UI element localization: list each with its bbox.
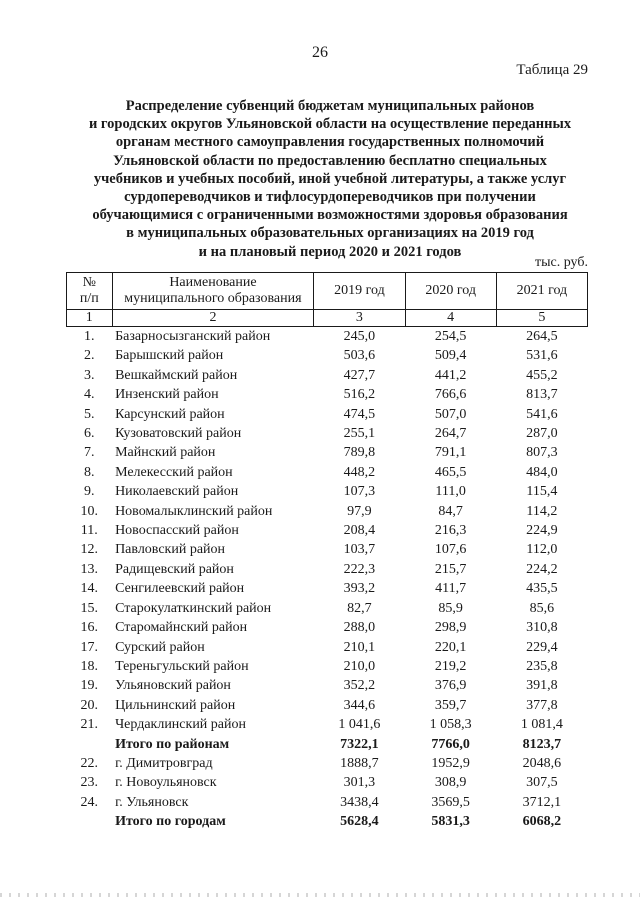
cell-2019: 301,3 — [343, 775, 376, 791]
cell-number: 3. — [84, 367, 95, 383]
table-row — [67, 482, 588, 501]
cell-2019: 7322,1 — [340, 736, 379, 752]
title-line: обучающимися с ограниченными возможностями здоровья образования — [92, 207, 568, 224]
cell-2021: 235,8 — [526, 658, 558, 674]
units-label: тыс. руб. — [535, 255, 588, 270]
cell-2019: 82,7 — [347, 600, 372, 616]
cell-2019: 107,3 — [343, 484, 376, 500]
table-row — [67, 638, 588, 657]
cell-name: Итого по районам — [115, 736, 230, 752]
cell-2021: 531,6 — [526, 348, 558, 364]
cell-2019: 210,1 — [343, 639, 376, 655]
cell-2019: 352,2 — [343, 678, 376, 694]
cell-number: 20. — [80, 697, 99, 713]
cell-2019: 344,6 — [343, 697, 376, 713]
cell-2021: 1 081,4 — [520, 717, 563, 733]
cell-2020: 1 058,3 — [429, 717, 472, 733]
cell-name: Мелекесский район — [115, 464, 233, 480]
cell-name: Карсунский район — [115, 406, 225, 422]
table-row — [67, 540, 588, 559]
table-label: Таблица 29 — [516, 62, 588, 78]
cell-number: 7. — [84, 445, 95, 461]
cell-2019: 516,2 — [343, 387, 376, 403]
table-row — [67, 657, 588, 676]
cell-number: 12. — [80, 542, 99, 558]
cell-name: Новоспасский район — [115, 523, 239, 539]
cell-2020: 509,4 — [434, 348, 467, 364]
table-row — [67, 560, 588, 579]
cell-number: 6. — [84, 426, 95, 442]
cell-name: Барышский район — [115, 348, 224, 364]
cell-2020: 215,7 — [434, 561, 467, 577]
header-name-line2: муниципального образования — [124, 291, 302, 306]
table-row — [67, 696, 588, 715]
cell-2019: 97,9 — [347, 503, 372, 519]
cell-2020: 264,7 — [434, 426, 467, 442]
cell-2019: 1888,7 — [340, 755, 379, 771]
cell-number: 13. — [80, 561, 99, 577]
cell-2020: 298,9 — [434, 620, 467, 636]
cell-number: 23. — [80, 775, 99, 791]
cell-2020: 3569,5 — [431, 794, 470, 810]
cell-name: Цильнинский район — [115, 697, 236, 713]
table-body — [67, 327, 588, 832]
scan-artifact — [0, 893, 640, 897]
title-line: и городских округов Ульяновской области на осуществление переданных — [88, 116, 572, 133]
cell-2019: 789,8 — [343, 445, 376, 461]
cell-number: 24. — [80, 794, 99, 810]
cell-number: 22. — [80, 755, 99, 771]
table-row — [67, 521, 588, 540]
cell-2021: 8123,7 — [522, 736, 562, 752]
cell-2019: 5628,4 — [340, 814, 379, 830]
cell-number: 9. — [84, 484, 95, 500]
cell-2020: 254,5 — [434, 329, 467, 344]
table-row — [67, 443, 588, 462]
cell-number: 17. — [80, 639, 99, 655]
cell-2020: 220,1 — [434, 639, 467, 655]
cell-name: Сенгилеевский район — [115, 581, 245, 597]
table-row — [67, 385, 588, 404]
header-num-line2: п/п — [79, 291, 99, 306]
table-header — [67, 273, 588, 327]
cell-2019: 103,7 — [343, 542, 376, 558]
cell-2021: 807,3 — [526, 445, 558, 461]
column-number: 5 — [496, 310, 587, 327]
cell-2020: 411,7 — [435, 581, 467, 597]
cell-2021: 307,5 — [526, 775, 558, 791]
cell-name: Новомалыклинский район — [115, 503, 273, 519]
table-row — [67, 346, 588, 365]
cell-name: Инзенский район — [115, 387, 219, 403]
cell-2019: 448,2 — [343, 464, 376, 480]
cell-2020: 84,7 — [438, 503, 463, 519]
cell-number: 4. — [84, 387, 95, 403]
table-row — [67, 599, 588, 618]
column-number: 1 — [67, 310, 113, 327]
cell-number — [67, 812, 113, 831]
cell-2021: 541,6 — [526, 406, 558, 422]
cell-name: Тереньгульский район — [115, 658, 249, 674]
cell-2020: 766,6 — [434, 387, 467, 403]
cell-2020: 1952,9 — [431, 755, 470, 771]
cell-2020: 5831,3 — [431, 814, 470, 830]
cell-number: 19. — [80, 678, 99, 694]
cell-2021: 435,5 — [526, 581, 558, 597]
cell-2021: 112,0 — [526, 542, 558, 558]
cell-number: 10. — [80, 503, 99, 519]
table-row — [67, 793, 588, 812]
cell-2019: 210,0 — [343, 658, 376, 674]
cell-name: Майнский район — [115, 445, 216, 461]
table-row-total — [67, 735, 588, 754]
cell-2019: 474,5 — [343, 406, 376, 422]
table-row — [67, 579, 588, 598]
table-row — [67, 463, 588, 482]
cell-2019: 503,6 — [343, 348, 376, 364]
title-line: Ульяновской области по предоставлению бесплатно специальных — [113, 152, 547, 169]
column-number: 3 — [314, 310, 405, 327]
table-row — [67, 366, 588, 385]
title-line: учебников и учебных пособий, иной учебной литературы, а также услуг — [93, 170, 567, 187]
cell-2019: 393,2 — [343, 581, 376, 597]
cell-2019: 208,4 — [343, 523, 376, 539]
table-row-total — [67, 812, 588, 831]
cell-name: Кузоватовский район — [115, 426, 242, 442]
cell-2019: 245,0 — [343, 329, 376, 344]
cell-2019: 255,1 — [343, 426, 376, 442]
table-row — [67, 618, 588, 637]
title-line: сурдопереводчиков и тифлосурдопереводчиков при получении — [124, 189, 536, 206]
cell-number: 11. — [80, 523, 98, 539]
cell-number: 14. — [80, 581, 99, 597]
document-title — [70, 97, 590, 261]
subvention-table — [66, 272, 588, 832]
cell-2020: 308,9 — [434, 775, 467, 791]
cell-number: 16. — [80, 620, 99, 636]
cell-2021: 455,2 — [526, 367, 558, 383]
cell-number — [67, 735, 113, 754]
cell-name: Николаевский район — [115, 484, 239, 500]
cell-2019: 3438,4 — [340, 794, 379, 810]
cell-name: Старокулаткинский район — [115, 600, 272, 616]
cell-2021: 3712,1 — [522, 794, 562, 810]
cell-number: 5. — [84, 406, 95, 422]
cell-number: 18. — [80, 658, 99, 674]
table-row — [67, 773, 588, 792]
cell-2020: 219,2 — [434, 658, 467, 674]
cell-2021: 85,6 — [529, 600, 555, 616]
cell-name: г. Димитровград — [115, 755, 213, 771]
cell-2021: 115,4 — [526, 484, 558, 500]
cell-2019: 222,3 — [343, 561, 376, 577]
header-num-line1: № — [82, 275, 96, 290]
cell-number: 15. — [80, 600, 99, 616]
cell-2021: 229,4 — [526, 639, 558, 655]
cell-2021: 391,8 — [526, 678, 558, 694]
cell-name: Радищевский район — [115, 561, 234, 577]
table-row — [67, 715, 588, 734]
column-number: 4 — [405, 310, 496, 327]
cell-name: г. Ульяновск — [115, 794, 189, 810]
column-number: 2 — [112, 310, 314, 327]
cell-name: Чердаклинский район — [115, 717, 246, 733]
header-num — [67, 273, 113, 310]
header-2021: 2021 год — [496, 273, 587, 310]
header-name-line1: Наименование — [169, 275, 257, 290]
cell-2021: 114,2 — [526, 503, 558, 519]
title-line: и на плановый период 2020 и 2021 годов — [198, 243, 462, 260]
table-row — [67, 502, 588, 521]
cell-name: Ульяновский район — [115, 678, 231, 694]
table-row — [67, 405, 588, 424]
cell-name: Базарносызганский район — [115, 329, 271, 344]
cell-2020: 85,9 — [438, 600, 463, 616]
title-line: органам местного самоуправления государственных полномочий — [115, 134, 545, 151]
cell-number: 1. — [84, 329, 95, 344]
cell-2021: 377,8 — [526, 697, 558, 713]
table-row — [67, 424, 588, 443]
cell-name: Итого по городам — [115, 814, 226, 830]
cell-2020: 507,0 — [434, 406, 467, 422]
cell-2019: 288,0 — [343, 620, 376, 636]
cell-2020: 465,5 — [434, 464, 467, 480]
cell-number: 8. — [84, 464, 95, 480]
cell-2021: 813,7 — [526, 387, 558, 403]
cell-2019: 1 041,6 — [338, 717, 381, 733]
cell-2021: 2048,6 — [522, 755, 562, 771]
cell-2020: 359,7 — [434, 697, 467, 713]
cell-2021: 224,9 — [526, 523, 558, 539]
page-number: 26 — [312, 44, 328, 61]
cell-name: Сурский район — [115, 639, 205, 655]
cell-number: 2. — [84, 348, 95, 364]
title-line: в муниципальных образовательных организациях на 2019 год — [126, 225, 534, 242]
cell-2021: 224,2 — [526, 561, 558, 577]
cell-2020: 216,3 — [434, 523, 467, 539]
cell-2020: 376,9 — [434, 678, 467, 694]
cell-2021: 310,8 — [526, 620, 558, 636]
cell-2020: 111,0 — [435, 484, 466, 500]
cell-2020: 107,6 — [434, 542, 467, 558]
header-2020: 2020 год — [405, 273, 496, 310]
title-line: Распределение субвенций бюджетам муниципальных районов — [125, 98, 535, 114]
cell-2020: 791,1 — [434, 445, 467, 461]
cell-2021: 264,5 — [526, 329, 558, 344]
cell-2019: 427,7 — [343, 367, 376, 383]
header-2019: 2019 год — [314, 273, 405, 310]
cell-2021: 484,0 — [526, 464, 558, 480]
cell-2020: 441,2 — [434, 367, 467, 383]
cell-name: Старомайнский район — [115, 620, 248, 636]
cell-name: Вешкаймский район — [115, 367, 238, 383]
table-row — [67, 327, 588, 347]
header-name — [112, 273, 314, 310]
cell-2021: 287,0 — [526, 426, 558, 442]
cell-2020: 7766,0 — [431, 736, 470, 752]
cell-2021: 6068,2 — [522, 814, 562, 830]
table-row — [67, 754, 588, 773]
cell-name: г. Новоульяновск — [115, 775, 217, 791]
table-row — [67, 676, 588, 695]
cell-name: Павловский район — [115, 542, 226, 558]
cell-number: 21. — [80, 717, 99, 733]
